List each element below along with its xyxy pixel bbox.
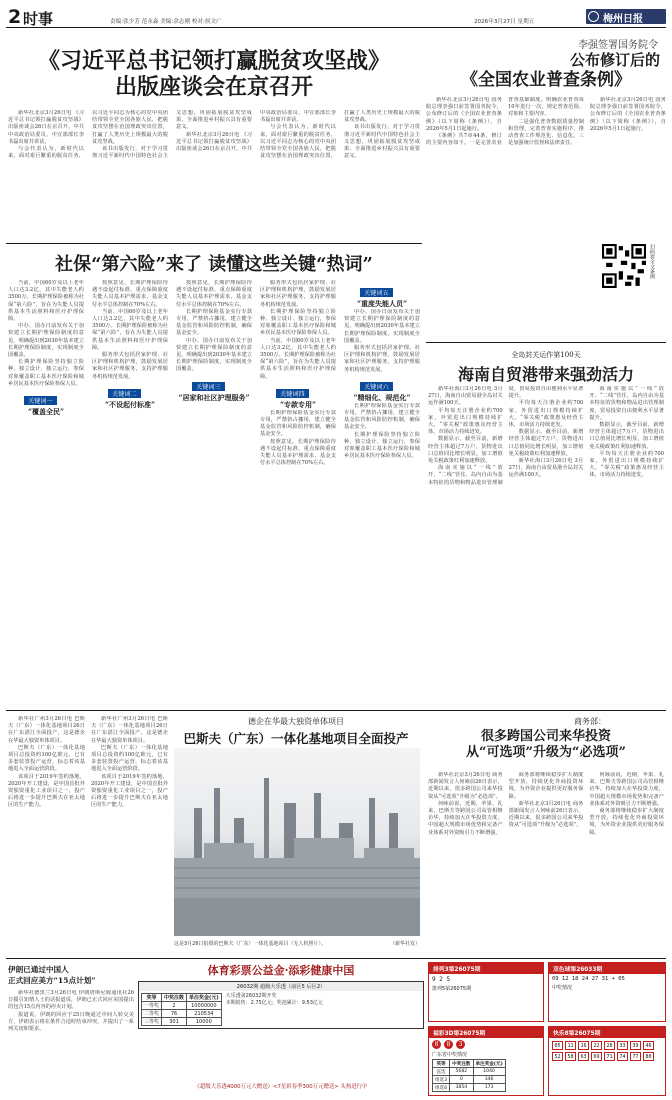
divider	[6, 958, 666, 959]
basf-title: 巴斯夫（广东）一体化基地项目全面投产	[183, 731, 409, 746]
subhead-keyword-1-title: “覆盖全民”	[27, 407, 65, 417]
photo-credit: （新华社发）	[389, 941, 420, 947]
lottery-ball: 71	[604, 1052, 615, 1061]
ticker-panel	[428, 962, 544, 1022]
ticker-panel	[548, 962, 666, 1022]
lottery-ball: 33	[617, 1041, 628, 1050]
lead-headline	[6, 48, 422, 100]
ticker-title: 双色球第26033期	[549, 963, 665, 974]
table-row: 组选6 3854 173	[433, 1084, 506, 1092]
lottery-ball: 52	[552, 1052, 563, 1061]
basf-headline	[170, 716, 422, 747]
lottery-notes: 大乐透第26032期开奖 本期销售：2.75亿元；奖池累计：9.53亿元	[225, 993, 323, 1006]
ticker-extra: 中奖情况	[552, 985, 573, 991]
lottery-title: 体育彩票公益金·添彩健康中国	[207, 964, 355, 977]
lottery-ball: 16	[578, 1041, 589, 1050]
hainan-body: 新华社海口3月26日电 3月27日，海南自由贸易港全岛封关运作满100天。 平均每天注册企业约700家，外贸进出口规模持续扩大，“零关税”政策惠及经营主体，市场活力持续迸发。 数据显示，截至目前，新增经营主体超过7万户，货物进出口总值同比增长明显，加工增值免关税政策红利加速释放。 海南实施以“一线”放开、“二线”管住、岛内自由为基本特征的货物和物品进出管理制度，贸易投资自由便利水平显著提升。 平均每天注册企业约700家，外贸进出口规模持续扩大，“零关税”政策惠及经营主体，市场活力持续迸发。 数据显示，截至目前，新增经营主体超过7万户，货物进出口总值同比增长明显，加工增值免关税政策红利加速释放。 新华社海口3月26日电 3月27日，海南自由贸易港全岛封关运作满100天。 海南实施以“一线”放开、“二线”管住、岛内自由为基本特征的货物和物品进出管理制度，贸易投资自由便利水平显著提升。 数据显示，截至目前，新增经营主体超过7万户，货物进出口总值同比增长明显，加工增值免关税政策红利加速释放。 平均每天注册企业约700家，外贸进出口规模持续扩大，“零关税”政策惠及经营主体，市场活力持续迸发。	[428, 386, 664, 486]
business-headline-line1: 很多跨国公司来华投资	[480, 729, 611, 744]
subhead-keyword-3-title: “居家和社区护理服务”	[178, 392, 250, 402]
basf-kicker: 德企在华最大独资单体项目	[248, 717, 344, 726]
subhead-keyword-2: 关键词二	[108, 389, 141, 398]
table-row: 组选3 0 346	[433, 1076, 506, 1084]
divider	[6, 243, 422, 244]
fengcai-balls	[429, 1038, 543, 1051]
business-headline-line2: 从“可选项”升级为“必选项”	[466, 745, 626, 760]
basf-photo	[174, 748, 420, 936]
lottery-ball: 69	[591, 1052, 602, 1061]
table-row: 直选 5682 1040	[433, 1068, 506, 1076]
census-headline-line1: 公布修订后的	[569, 51, 660, 69]
census-story	[426, 36, 666, 242]
lead-body: 新华社北京3月26日电 《习近平总书记领打赢脱贫攻坚战》出版座谈会26日在京召开。中共中央政治局委员、中宣部部长李书磊出席并讲话。 与会代表认为，新时代以来，面对艰巨繁重的脱贫任务，以习近平同志为核心的党中央团结带领全党全国各族人民，把脱贫攻坚摆在治国理政突出位置，打赢了人类历史上规模最大的脱贫攻坚战。 该书出版发行，对于学习贯彻习近平新时代中国特色社会主义思想，巩固拓展脱贫攻坚成果、全面推进乡村振兴具有重要意义。 新华社北京3月26日电 《习近平总书记领打赢脱贫攻坚战》出版座谈会26日在京召开。中共中央政治局委员、中宣部部长李书磊出席并讲话。 与会代表认为，新时代以来，面对艰巨繁重的脱贫任务，以习近平同志为核心的党中央团结带领全党全国各族人民，把脱贫攻坚摆在治国理政突出位置，打赢了人类历史上规模最大的脱贫攻坚战。 该书出版发行，对于学习贯彻习近平新时代中国特色社会主义思想，巩固拓展脱贫攻坚成果、全面推进乡村振兴具有重要意义。	[8, 110, 420, 160]
subhead-keyword-6-title: “精细化、规范化”	[353, 392, 411, 402]
qr-caption: 扫码看全文条例	[649, 244, 655, 279]
ticker-title: 排列3第26075期	[429, 963, 543, 974]
ticker-title: 快乐8第26075期	[549, 1027, 665, 1038]
lottery-ball: 58	[565, 1052, 576, 1061]
newspaper-logo-icon	[588, 11, 599, 22]
divider	[6, 710, 666, 711]
hainan-headline	[426, 350, 666, 385]
editor-credits: 责编:张少芳 范永淼 美编:余志刚 校对:侯文广	[110, 19, 222, 25]
qr-code-icon[interactable]	[602, 244, 646, 288]
lottery-ball: 28	[604, 1041, 615, 1050]
lottery-ball: 39	[630, 1041, 641, 1050]
subhead-keyword-3: 关键词三	[192, 382, 225, 391]
subhead-keyword-4-title: “专款专用”	[279, 399, 317, 409]
photo-caption: 这是3月26日拍摄的巴斯夫（广东）一体化基地项目（无人机照片）。	[174, 941, 327, 947]
subhead-keyword-6: 关键词六	[360, 382, 393, 391]
subhead-keyword-5: 关键词五	[360, 288, 393, 297]
subhead-keyword-4: 关键词四	[276, 389, 309, 398]
ticker-extra: 排列5第26075期	[432, 986, 472, 992]
kl8-grid	[549, 1038, 665, 1064]
lottery-ball: 05	[552, 1041, 563, 1050]
lottery-ball: 46	[643, 1041, 654, 1050]
table-row: 三等奖 301 10000	[142, 1018, 222, 1026]
lottery-draw-line: 26032期 超级大乐透（前区5 后区2）	[139, 982, 423, 991]
lottery-panel	[138, 962, 424, 1096]
lottery-ticker	[428, 962, 666, 1096]
lead-headline-line2: 出版座谈会在京召开	[114, 74, 313, 100]
lottery-ball: 63	[578, 1052, 589, 1061]
qr-block	[602, 244, 660, 334]
subhead-keyword-5-title: “重度失能人员”	[356, 299, 408, 308]
lottery-ball: 8	[432, 1040, 441, 1049]
subhead-keyword-1: 关键词一	[24, 396, 57, 405]
iran-story	[8, 964, 134, 1090]
gd-table-title: 广东省中奖情况	[432, 1052, 468, 1058]
business-body: 新华社北京3月26日电 商务部新闻发言人何咏前26日表示，近期以来，很多跨国公司来华投资从“可选项”升级为“必选项”。 何咏前说，近期，苹果、礼来、巴斯夫等跨国公司高管相继访华，持续加大在华投资力度，中国超大规模市场优势和完备产业体系对外资吸引力不断增强。 商务部将继续稳步扩大制度型开放，持续优化外商投资环境，为外资企业提供更好服务保障。 新华社北京3月26日电 商务部新闻发言人何咏前26日表示，近期以来，很多跨国公司来华投资从“可选项”升级为“必选项”。 何咏前说，近期，苹果、礼来、巴斯夫等跨国公司高管相继访华，持续加大在华投资力度，中国超大规模市场优势和完备产业体系对外资吸引力不断增强。 商务部将继续稳步扩大制度型开放，持续优化外商投资环境，为外资企业提供更好服务保障。	[428, 772, 664, 836]
census-kicker: 李强签署国务院令	[578, 40, 658, 51]
section-title: 时事	[23, 10, 54, 28]
masthead-box	[586, 9, 666, 24]
lottery-prize-table: 奖等 中奖注数 单注奖金(元) 一等奖 2 10000000 二等奖 76 210534 三等奖 301 10000	[141, 993, 222, 1026]
page-header	[6, 6, 666, 28]
ticker-panel	[548, 1026, 666, 1096]
subhead-keyword-2-title: “不设起付标准”	[104, 399, 156, 409]
social-body: 当前，中国60岁及以上老年人口达3.2亿，其中失能老人约3500万。长期护理保险被称为社保“第六险”，旨在为失能人员提供基本生活照料和医疗护理保障。 中办、国办日前发布关于加快建立长期护理保险制度的意见，明确提出到2030年基本建立长期护理保险制度，实现制度全国覆盖。 长期护理保险坚持独立险种、独立设计、独立运行，参保对象覆盖职工基本医疗保险和城乡居民基本医疗保险参保人员。 关键词一 “覆盖全民” 按照意见，长期护理保险待遇不设起付标准，重点保障重度失能人员基本护理需求，基金支付水平总体控制在70%左右。 当前，中国60岁及以上老年人口达3.2亿，其中失能老人约3500万。长期护理保险被称为社保“第六险”，旨在为失能人员提供基本生活照料和医疗护理保障。 服务形式包括居家护理、社区护理和机构护理，鼓励发展居家和社区护理服务，支持护理服务机构规范发展。 关键词二 “不设起付标准” 按照意见，长期护理保险待遇不设起付标准，重点保障重度失能人员基本护理需求，基金支付水平总体控制在70%左右。 长期护理保险基金实行专款专用，严禁挤占挪用，建立健全基金监管和风险防控机制，确保基金安全。 中办、国办日前发布关于加快建立长期护理保险制度的意见，明确提出到2030年基本建立长期护理保险制度，实现制度全国覆盖。 关键词三 “居家和社区护理服务” 服务形式包括居家护理、社区护理和机构护理，鼓励发展居家和社区护理服务，支持护理服务机构规范发展。 长期护理保险坚持独立险种、独立设计、独立运行，参保对象覆盖职工基本医疗保险和城乡居民基本医疗保险参保人员。 当前，中国60岁及以上老年人口达3.2亿，其中失能老人约3500万。长期护理保险被称为社保“第六险”，旨在为失能人员提供基本生活照料和医疗护理保障。 关键词四 “专款专用” 长期护理保险基金实行专款专用，严禁挤占挪用，建立健全基金监管和风险防控机制，确保基金安全。 按照意见，长期护理保险待遇不设起付标准，重点保障重度失能人员基本护理需求，基金支付水平总体控制在70%左右。 关键词五 “重度失能人员” 中办、国办日前发布关于加快建立长期护理保险制度的意见，明确提出到2030年基本建立长期护理保险制度，实现制度全国覆盖。 服务形式包括居家护理、社区护理和机构护理，鼓励发展居家和社区护理服务，支持护理服务机构规范发展。 关键词六 “精细化、规范化” 长期护理保险基金实行专款专用，严禁挤占挪用，建立健全基金监管和风险防控机制，确保基金安全。 长期护理保险坚持独立险种、独立设计、独立运行，参保对象覆盖职工基本医疗保险和城乡居民基本医疗保险参保人员。	[8, 280, 420, 467]
social-headline: 社保“第六险”来了 读懂这些关键“热词”	[55, 254, 373, 275]
hainan-kicker: 全岛封关运作第100天	[511, 351, 581, 359]
census-headline-line2: 《全国农业普查条例》	[461, 70, 631, 90]
gd-prize-table: 奖等 中奖注数 单注奖金(元) 直选 5682 1040 组选3 0 346 组选6 3854 173	[432, 1059, 506, 1092]
divider	[426, 342, 666, 343]
lottery-ball: 8	[444, 1040, 453, 1049]
lottery-ball: 80	[643, 1052, 654, 1061]
masthead-title: 梅州日报	[603, 14, 643, 25]
table-row: 二等奖 76 210534	[142, 1010, 222, 1018]
ticker-panel	[428, 1026, 544, 1096]
basf-body: 新华社广州3月26日电 巴斯夫（广东）一体化基地项目26日在广东湛江全面投产，这是德企在华最大独资单体项目。 巴斯夫（广东）一体化基地项目总投资约100亿欧元，已有多套装置投产运营，标志着该基地进入全面运营阶段。 该项目于2019年签约落地，2020年开工建设，是中国首批外资独资重化工业项目之一，投产后将进一步提升巴斯夫在亚太地区的生产能力。 新华社广州3月26日电 巴斯夫（广东）一体化基地项目26日在广东湛江全面投产，这是德企在华最大独资单体项目。 巴斯夫（广东）一体化基地项目总投资约100亿欧元，已有多套装置投产运营，标志着该基地进入全面运营阶段。 该项目于2019年签约落地，2020年开工建设，是中国首批外资独资重化工业项目之一，投产后将进一步提升巴斯夫在亚太地区的生产能力。	[8, 716, 168, 809]
factory-photo-icon	[174, 748, 420, 936]
iran-headline-line1: 伊朗已通过中国人	[8, 965, 69, 974]
lottery-ball: 11	[565, 1041, 576, 1050]
hainan-title: 海南自贸港带来强劲活力	[457, 365, 634, 384]
lead-headline-line1: 《习近平总书记领打赢脱贫攻坚战》	[37, 48, 390, 74]
issue-date: 2026年3月27日 星期五	[474, 19, 535, 25]
census-body: 新华社北京3月26日电 国务院总理李强日前签署国务院令，公布修订后的《全国农业普查条例》（以下简称《条例》），自2026年5月1日起施行。 《条例》共7章44条，修订的主要内容如下。一是完善农业普查基础制度。明确农业普查每10年进行一次，规定普查范围、对象和主要内容。 二是强化普查数据质量控制和管理，完善普查实施程序，推动普查工作规范化、信息化。三是加强统计监督和法律责任。 新华社北京3月26日电 国务院总理李强日前签署国务院令，公布修订后的《全国农业普查条例》（以下简称《条例》），自2026年5月1日起施行。	[426, 97, 666, 147]
basf-caption	[174, 940, 420, 947]
ticker-numbers: 09 12 18 24 27 31 + 05	[552, 976, 625, 982]
lottery-slogan: 《超级大乐透4000万元大赠送》<7星彩春季300万元赠送> 头热进行中	[194, 1084, 368, 1090]
iran-body: 新华社德黑兰3月26日电 伊朗塔斯尼姆通讯社26日援引知情人士的话报道说，伊朗已正式回应美国提出的包含15点内容的停火计划。 报道说，伊朗的回应于25日晚通过中间人转交美方，伊朗表示将在条件合适时结束冲突，并提出了一系列关切和要求。	[8, 990, 134, 1033]
table-row: 一等奖 2 10000000	[142, 1002, 222, 1010]
lottery-ball: 77	[630, 1052, 641, 1061]
lottery-ball: 74	[617, 1052, 628, 1061]
iran-headline-line2: 正式回应美方“15点计划”	[8, 976, 96, 985]
lottery-ball: 3	[456, 1040, 465, 1049]
page-number: 2	[8, 6, 22, 28]
business-kicker: 商务部：	[574, 717, 606, 726]
lottery-ball: 22	[591, 1041, 602, 1050]
business-headline	[426, 716, 666, 761]
ticker-numbers: 9 2 5	[432, 976, 451, 983]
ticker-title: 福彩3D第26075期	[429, 1027, 543, 1038]
